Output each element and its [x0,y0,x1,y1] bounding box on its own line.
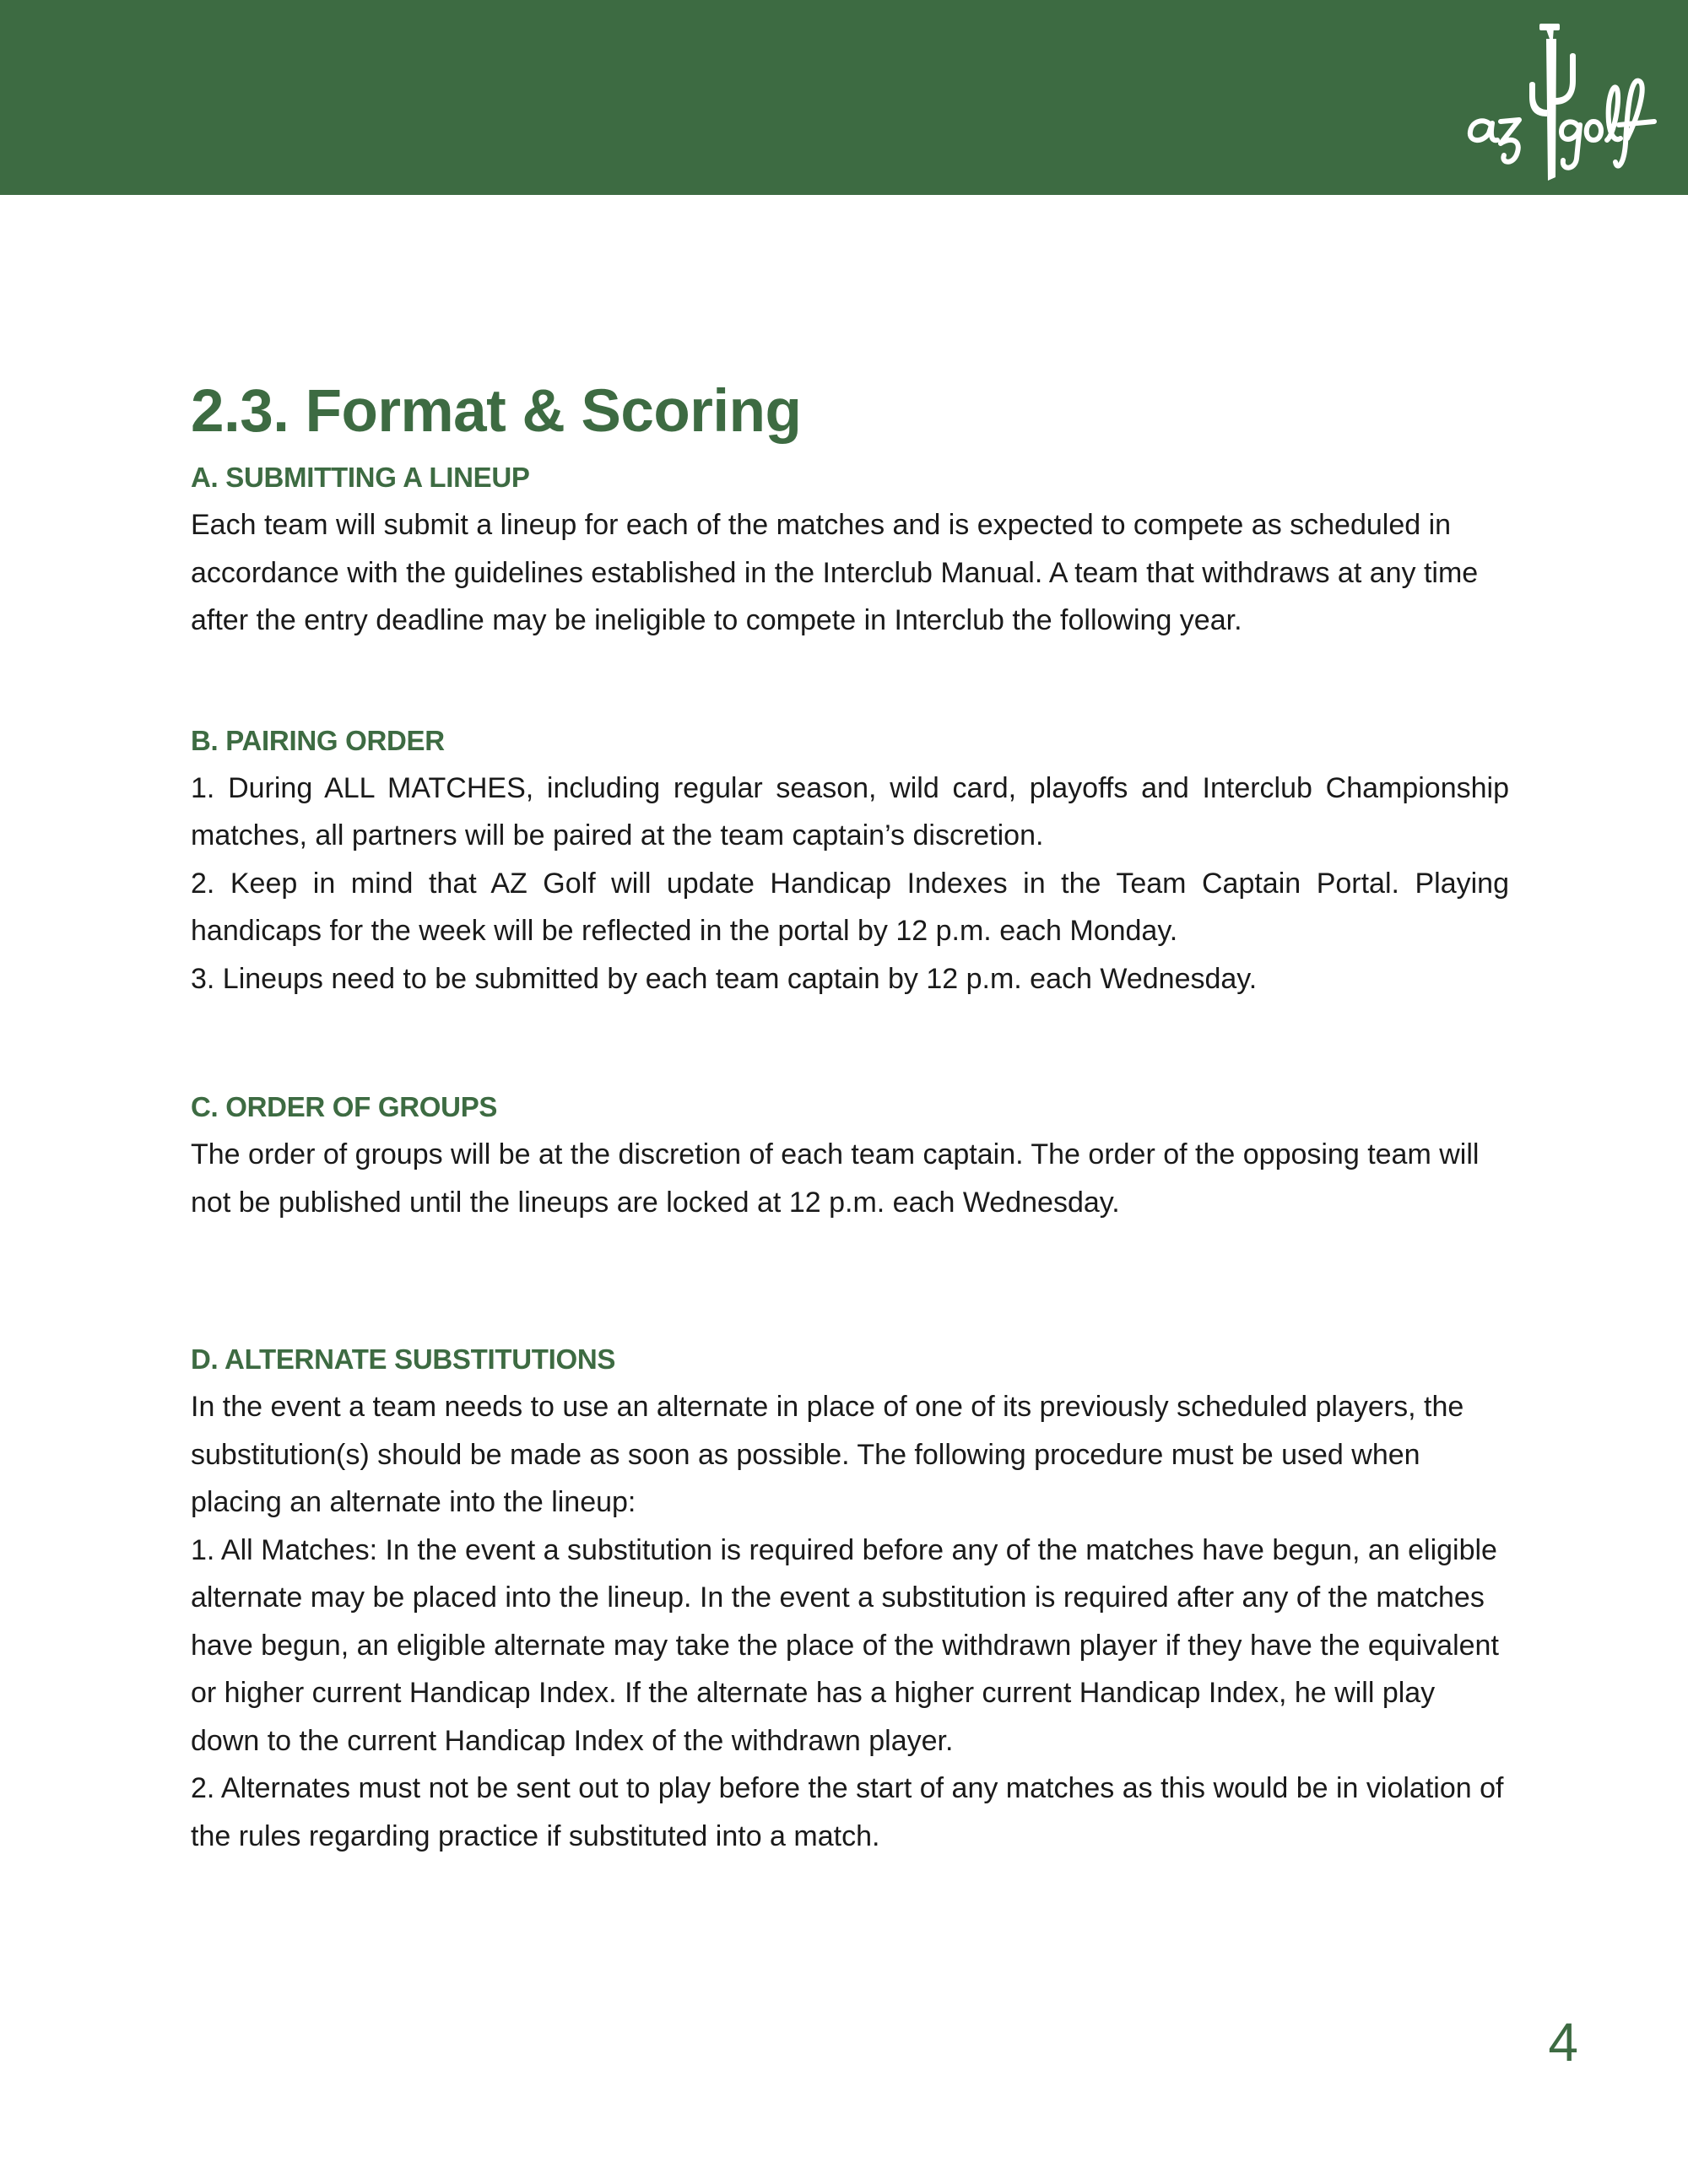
section-b-item-1: 1. During ALL MATCHES, including regular season, wild card, playoffs and Interclub Championship matches, all partners will be paired at the team captain’s discretion. [191,771,1509,851]
az-golf-logo [1452,17,1671,186]
section-a-body: Each team will submit a lineup for each of the matches and is expected to compete as scheduled in accordance with the guidelines established in the Interclub Manual. A team that withdraws at any time after the entry deadline may be ineligible to compete in Interclub the following year. [191,509,1479,636]
section-c-body: The order of groups will be at the discretion of each team captain. The order of the opposing team will not be published until the lineups are locked at 12 p.m. each Wednesday. [191,1138,1480,1219]
page-number: 4 [1548,2012,1578,2073]
section-b-item-3: 3. Lineups need to be submitted by each team captain by 12 p.m. each Wednesday. [191,962,1258,995]
section-d-item-1: 1. All Matches: In the event a substitution is required before any of the matches have begun, an eligible alternate may be placed into the lineup. In the event a substitution is required after any of the matches have begun, an eligible alternate may take the place of the withdrawn player if they have the equivalent or higher current Handicap Index. If the alternate has a higher current Handicap Index, he will play down to the current Handicap Index of the withdrawn player. [191,1533,1499,1757]
section-b-heading: B. PAIRING ORDER [191,724,445,756]
page-content [191,371,1509,1860]
page-title: 2.3. Format & Scoring [191,378,802,445]
section-d-heading: D. ALTERNATE SUBSTITUTIONS [191,1343,616,1375]
section-d-intro: In the event a team needs to use an alternate in place of one of its previously scheduled players, the substitution(s) should be made as soon as possible. The following procedure must be used when placing an alternate into the lineup: [191,1391,1464,1518]
header-band [0,0,1688,195]
section-c-heading: C. ORDER OF GROUPS [191,1091,498,1122]
section-a-heading: A. SUBMITTING A LINEUP [191,462,530,493]
section-b-item-2: 2. Keep in mind that AZ Golf will update Handicap Indexes in the Team Captain Portal. Playing handicaps for the week will be reflected in the portal by 12 p.m. each Monday. [191,867,1509,947]
section-d-item-2: 2. Alternates must not be sent out to play before the start of any matches as this would be in violation of the rules regarding practice if substituted into a match. [191,1772,1504,1852]
